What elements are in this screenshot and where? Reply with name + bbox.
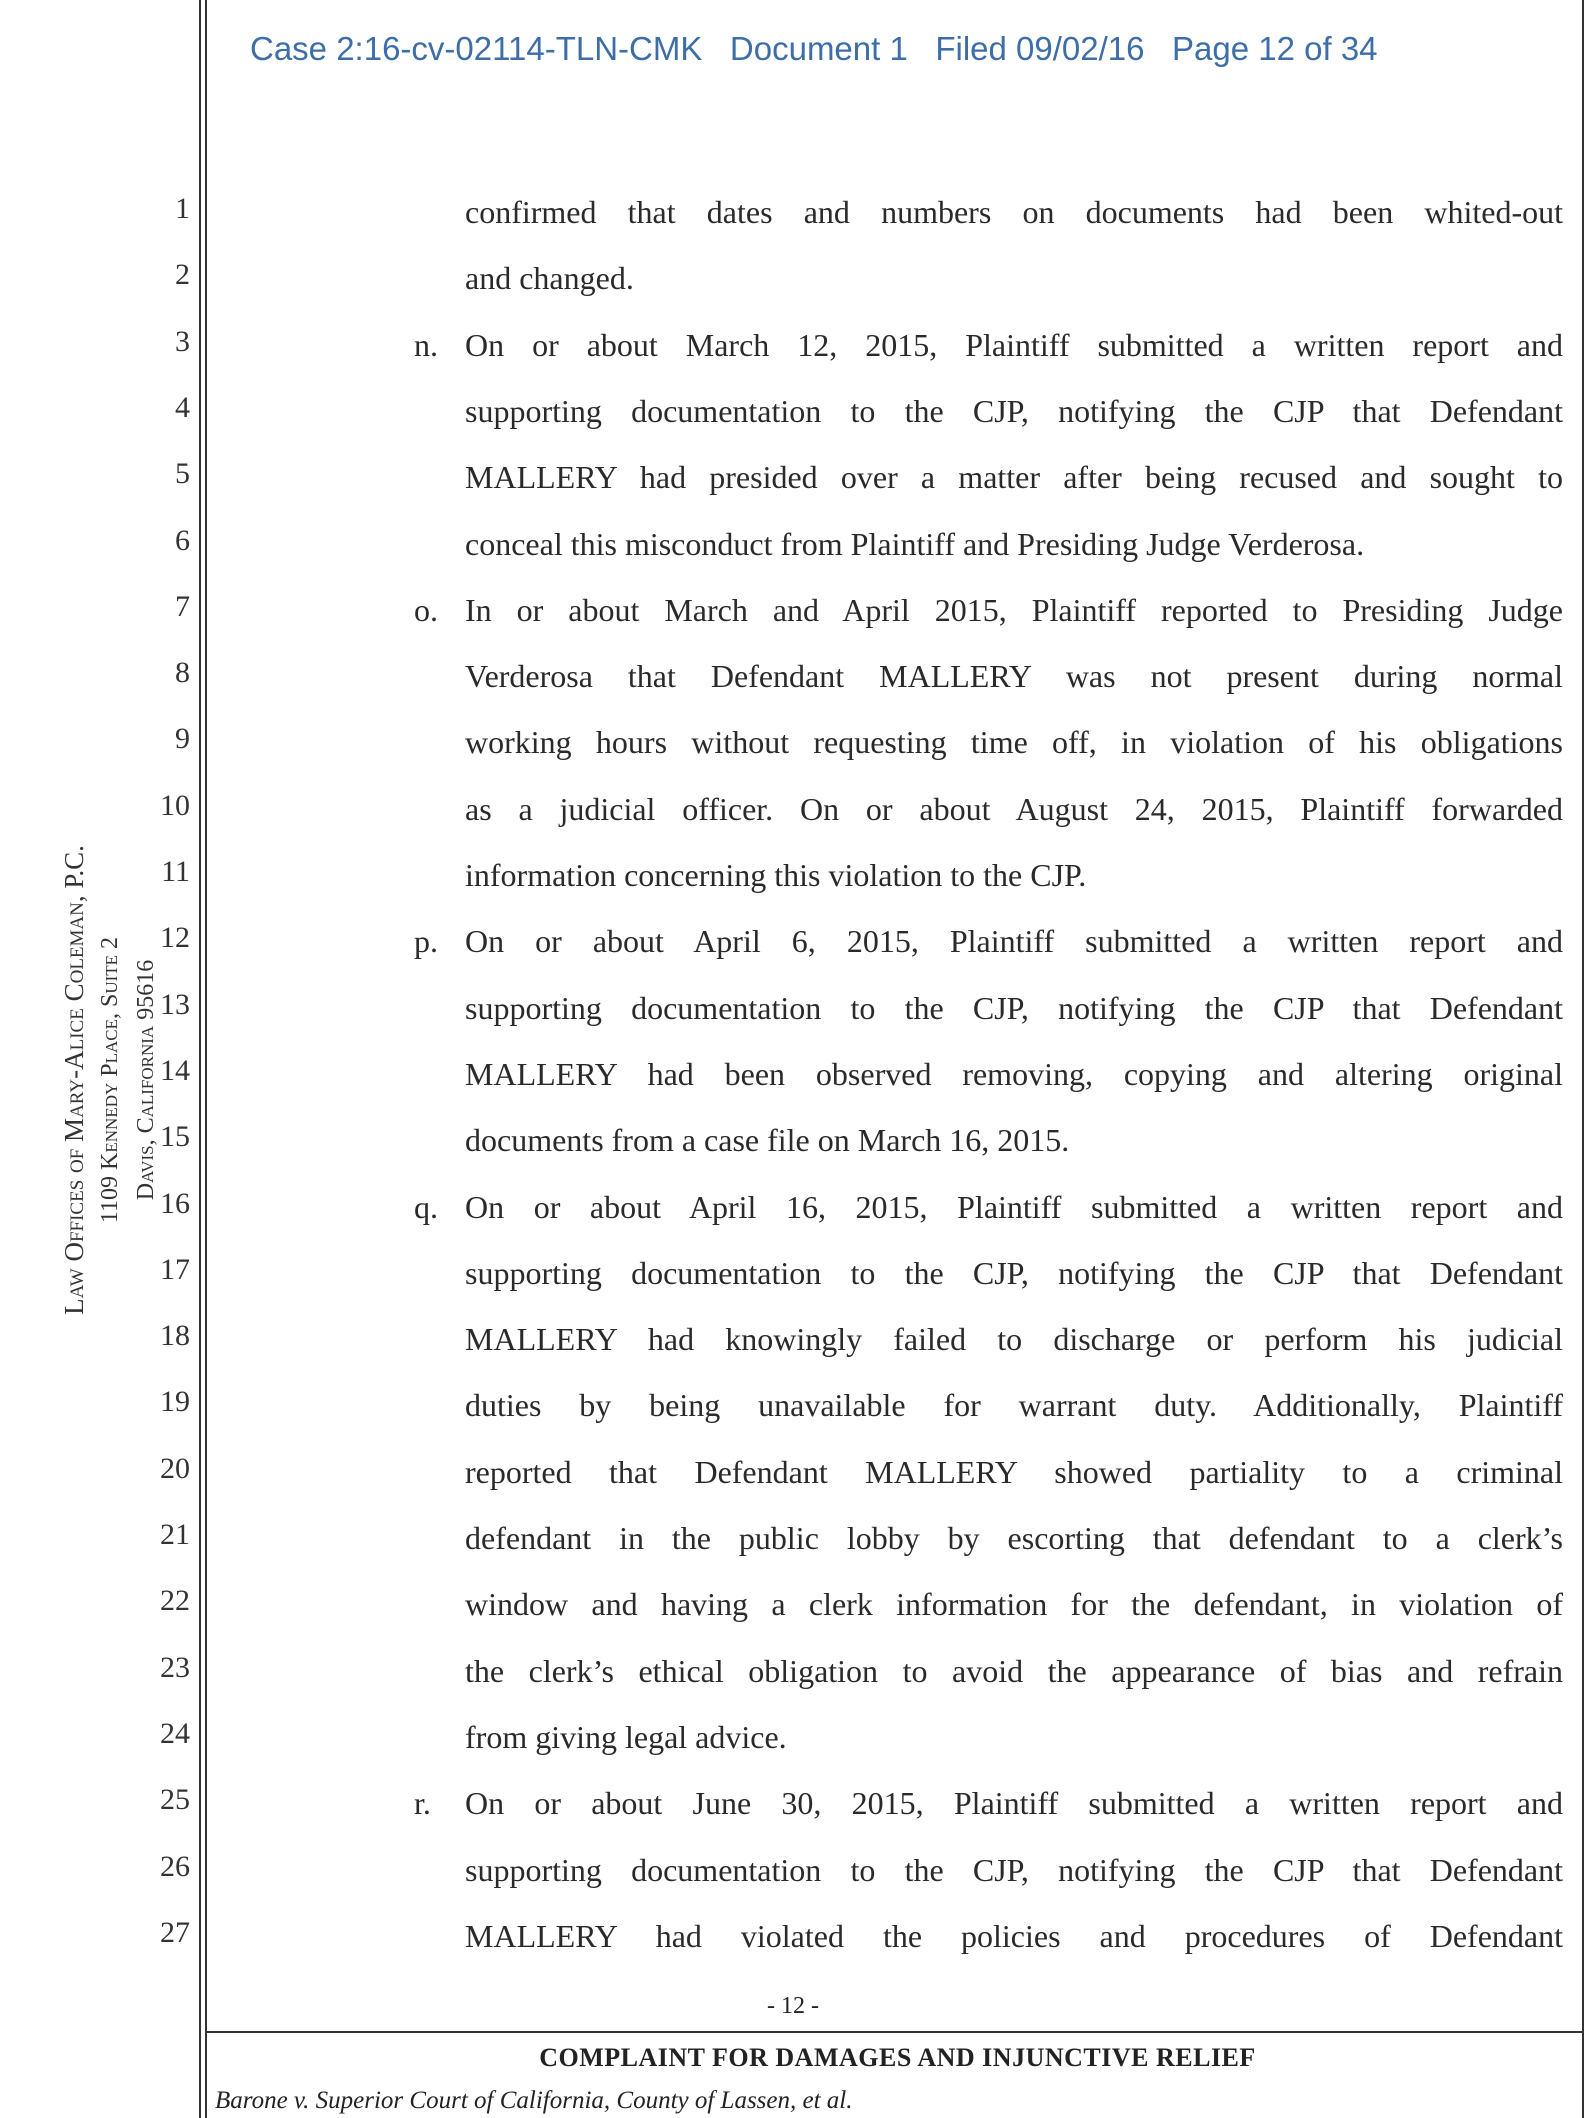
line-number: 17 <box>160 1252 190 1286</box>
line-number: 13 <box>160 987 190 1021</box>
document-title: COMPLAINT FOR DAMAGES AND INJUNCTIVE RELIEF <box>539 2043 1256 2072</box>
firm-name: Law Offices of Mary-Alice Coleman, P.C. <box>59 845 89 1315</box>
line-number: 25 <box>160 1783 190 1817</box>
paragraph-marker: n. <box>414 326 438 363</box>
line-number: 12 <box>160 921 190 955</box>
margin-rule-left-inner <box>205 0 207 2118</box>
line-number: 7 <box>175 589 190 623</box>
body-line: and changed. <box>465 260 634 297</box>
body-line: supporting documentation to the CJP, notifying the CJP that Defendant <box>465 1851 1563 1888</box>
line-number: 21 <box>160 1518 190 1551</box>
body-line: documents from a case file on March 16, 2015. <box>465 1122 1070 1159</box>
body-line: supporting documentation to the CJP, notifying the CJP that Defendant <box>465 989 1563 1026</box>
paragraph-marker: r. <box>414 1785 431 1822</box>
case-number: Case 2:16-cv-02114-TLN-CMK <box>250 30 703 67</box>
body-line: window and having a clerk information for the defendant, in violation of <box>465 1586 1563 1623</box>
line-number: 3 <box>175 324 190 358</box>
case-header <box>250 30 1378 68</box>
body-line: On or about March 12, 2015, Plaintiff submitted a written report and <box>465 326 1563 363</box>
firm-city: Davis, California 95616 <box>133 959 159 1201</box>
line-number: 14 <box>160 1053 190 1087</box>
body-line: supporting documentation to the CJP, notifying the CJP that Defendant <box>465 392 1563 429</box>
line-number: 9 <box>175 722 190 756</box>
paragraph-marker: q. <box>414 1188 438 1225</box>
line-number: 18 <box>160 1319 190 1353</box>
firm-address: 1109 Kennedy Place, Suite 2 <box>97 936 123 1224</box>
line-number: 22 <box>160 1584 190 1618</box>
page-count: Page 12 of 34 <box>1172 30 1378 67</box>
page-number: - 12 - <box>767 1993 819 2019</box>
line-number: 20 <box>160 1451 190 1485</box>
line-number: 5 <box>175 457 190 491</box>
body-line: In or about March and April 2015, Plaintiff reported to Presiding Judge <box>465 591 1563 628</box>
body-line: Verderosa that Defendant MALLERY was not present during normal <box>465 658 1563 695</box>
footer-rule <box>205 2031 1582 2033</box>
body-line: duties by being unavailable for warrant duty. Additionally, Plaintiff <box>465 1387 1563 1424</box>
body-line: reported that Defendant MALLERY showed partiality to a criminal <box>465 1453 1563 1490</box>
line-number: 23 <box>160 1650 190 1684</box>
body-line: working hours without requesting time off, in violation of his obligations <box>465 724 1563 761</box>
line-number: 1 <box>175 192 190 225</box>
line-number: 27 <box>160 1915 190 1949</box>
body-line: conceal this misconduct from Plaintiff and Presiding Judge Verderosa. <box>465 525 1365 562</box>
line-number: 16 <box>160 1186 190 1220</box>
line-number: 10 <box>160 788 190 822</box>
body-line: the clerk’s ethical obligation to avoid the appearance of bias and refrain <box>465 1652 1563 1689</box>
body-line: supporting documentation to the CJP, notifying the CJP that Defendant <box>465 1254 1563 1291</box>
line-number: 15 <box>160 1120 190 1154</box>
body-line: confirmed that dates and numbers on documents had been whited-out <box>465 194 1563 230</box>
filed-date: Filed 09/02/16 <box>935 30 1145 67</box>
body-line: defendant in the public lobby by escorting that defendant to a clerk’s <box>465 1520 1563 1556</box>
margin-rule-left-outer <box>199 0 201 2118</box>
line-number: 26 <box>160 1849 190 1883</box>
body-line: MALLERY had knowingly failed to discharge or perform his judicial <box>465 1321 1563 1358</box>
line-number: 19 <box>160 1385 190 1419</box>
line-number: 11 <box>161 855 190 888</box>
line-number: 24 <box>160 1716 190 1750</box>
body-line: MALLERY had presided over a matter after being recused and sought to <box>465 459 1563 496</box>
body-line: On or about April 6, 2015, Plaintiff submitted a written report and <box>465 923 1563 960</box>
body-line: as a judicial officer. On or about August 24, 2015, Plaintiff forwarded <box>465 790 1563 827</box>
margin-rule-right <box>1582 0 1584 2118</box>
body-line: On or about April 16, 2015, Plaintiff submitted a written report and <box>465 1188 1563 1225</box>
body-line: MALLERY had violated the policies and procedures of Defendant <box>465 1917 1563 1954</box>
line-number: 4 <box>175 390 190 424</box>
case-caption: Barone v. Superior Court of California, County of Lassen, et al. <box>215 2087 853 2114</box>
document-number: Document 1 <box>729 30 908 67</box>
body-line: from giving legal advice. <box>465 1718 787 1755</box>
body-line: information concerning this violation to the CJP. <box>465 857 1087 893</box>
line-number: 8 <box>175 656 190 690</box>
body-line: On or about June 30, 2015, Plaintiff submitted a written report and <box>465 1785 1563 1822</box>
body-line: MALLERY had been observed removing, copying and altering original <box>465 1055 1563 1092</box>
line-number: 6 <box>175 523 190 557</box>
line-number: 2 <box>175 258 190 292</box>
paragraph-marker: o. <box>414 591 438 628</box>
paragraph-marker: p. <box>414 923 438 960</box>
